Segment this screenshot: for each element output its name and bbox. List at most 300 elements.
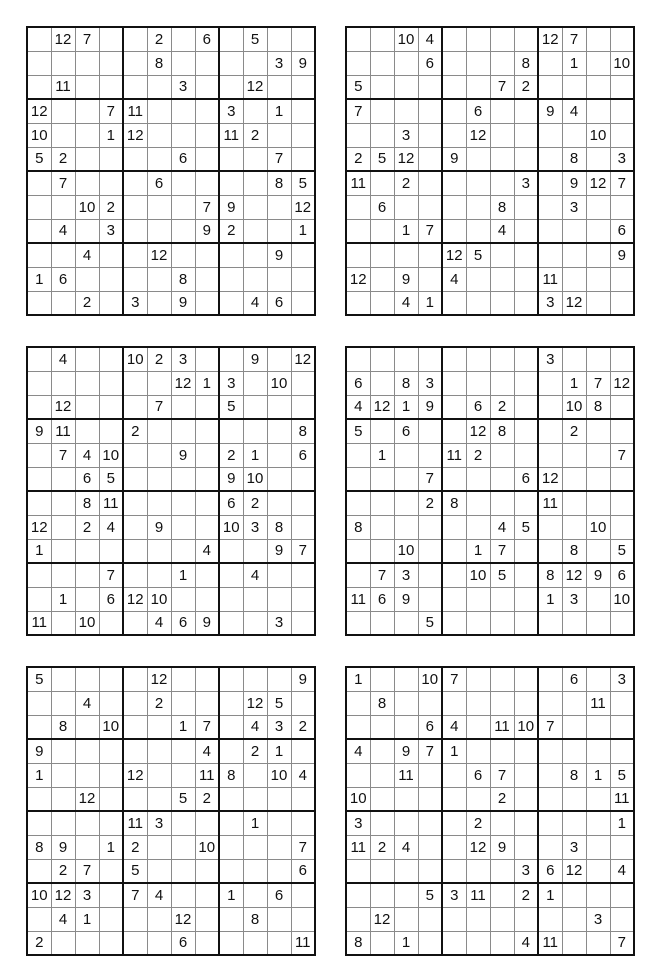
grid-cell[interactable] bbox=[418, 763, 442, 787]
grid-cell[interactable]: 6 bbox=[219, 491, 243, 515]
grid-cell[interactable] bbox=[291, 787, 315, 811]
grid-cell[interactable]: 3 bbox=[123, 291, 147, 315]
grid-cell[interactable] bbox=[99, 347, 123, 371]
grid-cell[interactable] bbox=[370, 347, 394, 371]
grid-cell[interactable] bbox=[610, 75, 634, 99]
grid-cell[interactable]: 12 bbox=[370, 395, 394, 419]
grid-cell[interactable] bbox=[75, 371, 99, 395]
grid-cell[interactable] bbox=[586, 811, 610, 835]
grid-cell[interactable] bbox=[219, 75, 243, 99]
grid-cell[interactable] bbox=[394, 811, 418, 835]
grid-cell[interactable] bbox=[219, 243, 243, 267]
grid-cell[interactable]: 2 bbox=[514, 883, 538, 907]
grid-cell[interactable]: 3 bbox=[418, 371, 442, 395]
grid-cell[interactable] bbox=[514, 219, 538, 243]
grid-cell[interactable]: 7 bbox=[75, 859, 99, 883]
grid-cell[interactable] bbox=[466, 859, 490, 883]
grid-cell[interactable]: 12 bbox=[147, 667, 171, 691]
grid-cell[interactable] bbox=[514, 739, 538, 763]
grid-cell[interactable]: 4 bbox=[490, 515, 514, 539]
grid-cell[interactable]: 2 bbox=[123, 835, 147, 859]
grid-cell[interactable] bbox=[75, 147, 99, 171]
grid-cell[interactable]: 1 bbox=[99, 123, 123, 147]
grid-cell[interactable] bbox=[99, 787, 123, 811]
grid-cell[interactable] bbox=[123, 27, 147, 51]
grid-cell[interactable]: 12 bbox=[27, 99, 51, 123]
grid-cell[interactable]: 1 bbox=[75, 907, 99, 931]
grid-cell[interactable] bbox=[562, 347, 586, 371]
grid-cell[interactable] bbox=[99, 243, 123, 267]
grid-cell[interactable] bbox=[99, 147, 123, 171]
grid-cell[interactable] bbox=[27, 291, 51, 315]
grid-cell[interactable] bbox=[195, 147, 219, 171]
grid-cell[interactable]: 9 bbox=[147, 515, 171, 539]
grid-cell[interactable] bbox=[610, 835, 634, 859]
grid-cell[interactable] bbox=[490, 27, 514, 51]
grid-cell[interactable] bbox=[514, 347, 538, 371]
grid-cell[interactable] bbox=[466, 195, 490, 219]
grid-cell[interactable]: 10 bbox=[99, 443, 123, 467]
grid-cell[interactable] bbox=[99, 931, 123, 955]
grid-cell[interactable] bbox=[171, 539, 195, 563]
grid-cell[interactable] bbox=[346, 907, 370, 931]
grid-cell[interactable]: 1 bbox=[346, 667, 370, 691]
grid-cell[interactable]: 4 bbox=[442, 267, 466, 291]
grid-cell[interactable]: 2 bbox=[243, 739, 267, 763]
grid-cell[interactable]: 4 bbox=[75, 691, 99, 715]
grid-cell[interactable] bbox=[219, 787, 243, 811]
grid-cell[interactable] bbox=[147, 539, 171, 563]
grid-cell[interactable] bbox=[538, 515, 562, 539]
grid-cell[interactable]: 5 bbox=[243, 27, 267, 51]
grid-cell[interactable] bbox=[123, 515, 147, 539]
grid-cell[interactable] bbox=[514, 491, 538, 515]
grid-cell[interactable] bbox=[442, 691, 466, 715]
grid-cell[interactable] bbox=[99, 419, 123, 443]
grid-cell[interactable] bbox=[123, 611, 147, 635]
grid-cell[interactable] bbox=[346, 611, 370, 635]
grid-cell[interactable] bbox=[219, 931, 243, 955]
grid-cell[interactable] bbox=[442, 347, 466, 371]
grid-cell[interactable] bbox=[538, 51, 562, 75]
grid-cell[interactable]: 11 bbox=[27, 611, 51, 635]
grid-cell[interactable]: 7 bbox=[267, 147, 291, 171]
grid-cell[interactable]: 10 bbox=[123, 347, 147, 371]
grid-cell[interactable] bbox=[370, 243, 394, 267]
grid-cell[interactable] bbox=[51, 291, 75, 315]
grid-cell[interactable] bbox=[466, 611, 490, 635]
grid-cell[interactable] bbox=[490, 123, 514, 147]
grid-cell[interactable] bbox=[562, 243, 586, 267]
grid-cell[interactable] bbox=[147, 123, 171, 147]
grid-cell[interactable]: 8 bbox=[27, 835, 51, 859]
grid-cell[interactable] bbox=[243, 835, 267, 859]
grid-cell[interactable] bbox=[562, 123, 586, 147]
grid-cell[interactable]: 1 bbox=[538, 587, 562, 611]
grid-cell[interactable] bbox=[394, 907, 418, 931]
grid-cell[interactable] bbox=[171, 195, 195, 219]
grid-cell[interactable]: 4 bbox=[243, 291, 267, 315]
grid-cell[interactable] bbox=[538, 691, 562, 715]
grid-cell[interactable] bbox=[490, 907, 514, 931]
grid-cell[interactable]: 2 bbox=[466, 811, 490, 835]
grid-cell[interactable]: 6 bbox=[610, 563, 634, 587]
grid-cell[interactable] bbox=[171, 883, 195, 907]
grid-cell[interactable] bbox=[490, 467, 514, 491]
grid-cell[interactable] bbox=[123, 171, 147, 195]
grid-cell[interactable] bbox=[99, 51, 123, 75]
grid-cell[interactable] bbox=[514, 99, 538, 123]
grid-cell[interactable] bbox=[195, 467, 219, 491]
grid-cell[interactable] bbox=[147, 291, 171, 315]
grid-cell[interactable] bbox=[586, 195, 610, 219]
grid-cell[interactable] bbox=[538, 739, 562, 763]
grid-cell[interactable]: 9 bbox=[586, 563, 610, 587]
grid-cell[interactable] bbox=[418, 907, 442, 931]
grid-cell[interactable]: 5 bbox=[171, 787, 195, 811]
grid-cell[interactable] bbox=[75, 835, 99, 859]
grid-cell[interactable] bbox=[442, 587, 466, 611]
grid-cell[interactable] bbox=[27, 195, 51, 219]
grid-cell[interactable] bbox=[586, 611, 610, 635]
grid-cell[interactable]: 10 bbox=[586, 123, 610, 147]
grid-cell[interactable] bbox=[75, 171, 99, 195]
grid-cell[interactable] bbox=[562, 739, 586, 763]
grid-cell[interactable]: 2 bbox=[562, 419, 586, 443]
grid-cell[interactable]: 6 bbox=[75, 467, 99, 491]
grid-cell[interactable] bbox=[418, 787, 442, 811]
grid-cell[interactable] bbox=[51, 123, 75, 147]
grid-cell[interactable] bbox=[490, 147, 514, 171]
grid-cell[interactable]: 8 bbox=[562, 539, 586, 563]
grid-cell[interactable] bbox=[99, 371, 123, 395]
grid-cell[interactable] bbox=[418, 539, 442, 563]
grid-cell[interactable] bbox=[562, 75, 586, 99]
grid-cell[interactable] bbox=[291, 147, 315, 171]
grid-cell[interactable] bbox=[514, 691, 538, 715]
grid-cell[interactable] bbox=[75, 563, 99, 587]
grid-cell[interactable] bbox=[27, 27, 51, 51]
grid-cell[interactable] bbox=[442, 27, 466, 51]
grid-cell[interactable]: 4 bbox=[195, 739, 219, 763]
grid-cell[interactable] bbox=[219, 587, 243, 611]
grid-cell[interactable]: 10 bbox=[99, 715, 123, 739]
grid-cell[interactable]: 6 bbox=[394, 419, 418, 443]
grid-cell[interactable]: 9 bbox=[219, 195, 243, 219]
grid-cell[interactable] bbox=[466, 739, 490, 763]
grid-cell[interactable]: 3 bbox=[267, 611, 291, 635]
grid-cell[interactable] bbox=[538, 171, 562, 195]
grid-cell[interactable] bbox=[171, 691, 195, 715]
grid-cell[interactable] bbox=[514, 811, 538, 835]
grid-cell[interactable] bbox=[370, 859, 394, 883]
grid-cell[interactable]: 10 bbox=[267, 371, 291, 395]
grid-cell[interactable] bbox=[291, 739, 315, 763]
grid-cell[interactable]: 9 bbox=[394, 267, 418, 291]
grid-cell[interactable] bbox=[562, 931, 586, 955]
grid-cell[interactable] bbox=[147, 763, 171, 787]
grid-cell[interactable]: 2 bbox=[490, 787, 514, 811]
grid-cell[interactable] bbox=[394, 883, 418, 907]
grid-cell[interactable] bbox=[466, 371, 490, 395]
grid-cell[interactable] bbox=[147, 443, 171, 467]
grid-cell[interactable] bbox=[123, 195, 147, 219]
grid-cell[interactable]: 8 bbox=[370, 691, 394, 715]
grid-cell[interactable] bbox=[51, 931, 75, 955]
grid-cell[interactable] bbox=[610, 691, 634, 715]
grid-cell[interactable] bbox=[243, 667, 267, 691]
grid-cell[interactable]: 11 bbox=[538, 267, 562, 291]
grid-cell[interactable] bbox=[267, 563, 291, 587]
grid-cell[interactable] bbox=[370, 515, 394, 539]
grid-cell[interactable]: 12 bbox=[346, 267, 370, 291]
grid-cell[interactable]: 3 bbox=[219, 371, 243, 395]
grid-cell[interactable] bbox=[267, 395, 291, 419]
grid-cell[interactable]: 2 bbox=[219, 219, 243, 243]
grid-cell[interactable] bbox=[586, 243, 610, 267]
grid-cell[interactable] bbox=[51, 539, 75, 563]
grid-cell[interactable]: 7 bbox=[610, 931, 634, 955]
grid-cell[interactable] bbox=[75, 539, 99, 563]
grid-cell[interactable] bbox=[291, 811, 315, 835]
grid-cell[interactable]: 12 bbox=[562, 291, 586, 315]
grid-cell[interactable] bbox=[195, 907, 219, 931]
grid-cell[interactable]: 2 bbox=[147, 27, 171, 51]
grid-cell[interactable] bbox=[562, 515, 586, 539]
grid-cell[interactable] bbox=[490, 883, 514, 907]
grid-cell[interactable]: 1 bbox=[562, 51, 586, 75]
grid-cell[interactable]: 7 bbox=[562, 27, 586, 51]
grid-cell[interactable] bbox=[267, 419, 291, 443]
grid-cell[interactable] bbox=[291, 395, 315, 419]
grid-cell[interactable] bbox=[586, 883, 610, 907]
grid-cell[interactable] bbox=[586, 267, 610, 291]
grid-cell[interactable] bbox=[586, 51, 610, 75]
grid-cell[interactable] bbox=[195, 691, 219, 715]
grid-cell[interactable]: 5 bbox=[27, 147, 51, 171]
grid-cell[interactable] bbox=[147, 787, 171, 811]
grid-cell[interactable]: 11 bbox=[442, 443, 466, 467]
grid-cell[interactable] bbox=[267, 811, 291, 835]
grid-cell[interactable] bbox=[394, 611, 418, 635]
grid-cell[interactable] bbox=[418, 931, 442, 955]
grid-cell[interactable]: 9 bbox=[171, 291, 195, 315]
grid-cell[interactable]: 4 bbox=[75, 443, 99, 467]
grid-cell[interactable]: 4 bbox=[394, 835, 418, 859]
grid-cell[interactable] bbox=[219, 147, 243, 171]
grid-cell[interactable] bbox=[27, 51, 51, 75]
grid-cell[interactable] bbox=[466, 907, 490, 931]
grid-cell[interactable] bbox=[514, 611, 538, 635]
grid-cell[interactable] bbox=[586, 147, 610, 171]
grid-cell[interactable]: 3 bbox=[267, 51, 291, 75]
grid-cell[interactable] bbox=[219, 267, 243, 291]
grid-cell[interactable] bbox=[243, 587, 267, 611]
grid-cell[interactable]: 10 bbox=[394, 539, 418, 563]
grid-cell[interactable] bbox=[514, 123, 538, 147]
grid-cell[interactable] bbox=[466, 931, 490, 955]
grid-cell[interactable] bbox=[562, 443, 586, 467]
grid-cell[interactable]: 7 bbox=[99, 99, 123, 123]
grid-cell[interactable] bbox=[346, 763, 370, 787]
grid-cell[interactable]: 6 bbox=[195, 27, 219, 51]
grid-cell[interactable]: 4 bbox=[51, 219, 75, 243]
grid-cell[interactable] bbox=[514, 787, 538, 811]
grid-cell[interactable] bbox=[418, 859, 442, 883]
grid-cell[interactable] bbox=[562, 907, 586, 931]
grid-cell[interactable] bbox=[442, 123, 466, 147]
grid-cell[interactable] bbox=[346, 291, 370, 315]
grid-cell[interactable] bbox=[466, 787, 490, 811]
grid-cell[interactable] bbox=[219, 715, 243, 739]
grid-cell[interactable] bbox=[195, 347, 219, 371]
grid-cell[interactable]: 3 bbox=[514, 859, 538, 883]
grid-cell[interactable] bbox=[123, 787, 147, 811]
grid-cell[interactable] bbox=[370, 715, 394, 739]
grid-cell[interactable] bbox=[610, 347, 634, 371]
grid-cell[interactable]: 11 bbox=[538, 931, 562, 955]
grid-cell[interactable] bbox=[610, 99, 634, 123]
grid-cell[interactable]: 9 bbox=[562, 171, 586, 195]
grid-cell[interactable]: 12 bbox=[243, 75, 267, 99]
grid-cell[interactable] bbox=[195, 515, 219, 539]
grid-cell[interactable]: 12 bbox=[123, 123, 147, 147]
grid-cell[interactable] bbox=[562, 491, 586, 515]
grid-cell[interactable] bbox=[370, 539, 394, 563]
grid-cell[interactable]: 12 bbox=[442, 243, 466, 267]
grid-cell[interactable] bbox=[586, 787, 610, 811]
grid-cell[interactable]: 2 bbox=[394, 171, 418, 195]
grid-cell[interactable] bbox=[243, 171, 267, 195]
grid-cell[interactable] bbox=[442, 419, 466, 443]
grid-cell[interactable] bbox=[370, 763, 394, 787]
grid-cell[interactable]: 3 bbox=[171, 75, 195, 99]
grid-cell[interactable]: 9 bbox=[490, 835, 514, 859]
grid-cell[interactable]: 1 bbox=[442, 739, 466, 763]
grid-cell[interactable]: 2 bbox=[27, 931, 51, 955]
grid-cell[interactable] bbox=[586, 291, 610, 315]
grid-cell[interactable]: 8 bbox=[267, 515, 291, 539]
grid-cell[interactable] bbox=[418, 419, 442, 443]
grid-cell[interactable] bbox=[243, 859, 267, 883]
grid-cell[interactable]: 2 bbox=[490, 395, 514, 419]
grid-cell[interactable] bbox=[27, 811, 51, 835]
grid-cell[interactable]: 9 bbox=[538, 99, 562, 123]
grid-cell[interactable] bbox=[219, 563, 243, 587]
grid-cell[interactable] bbox=[562, 811, 586, 835]
grid-cell[interactable]: 8 bbox=[346, 515, 370, 539]
grid-cell[interactable]: 4 bbox=[418, 27, 442, 51]
grid-cell[interactable] bbox=[442, 291, 466, 315]
grid-cell[interactable] bbox=[123, 243, 147, 267]
grid-cell[interactable] bbox=[562, 219, 586, 243]
grid-cell[interactable]: 2 bbox=[243, 491, 267, 515]
grid-cell[interactable]: 10 bbox=[195, 835, 219, 859]
grid-cell[interactable]: 2 bbox=[147, 691, 171, 715]
grid-cell[interactable] bbox=[99, 763, 123, 787]
grid-cell[interactable] bbox=[27, 491, 51, 515]
grid-cell[interactable]: 7 bbox=[418, 219, 442, 243]
grid-cell[interactable] bbox=[219, 691, 243, 715]
grid-cell[interactable]: 1 bbox=[99, 835, 123, 859]
grid-cell[interactable] bbox=[27, 243, 51, 267]
grid-cell[interactable] bbox=[610, 907, 634, 931]
grid-cell[interactable] bbox=[267, 123, 291, 147]
grid-cell[interactable] bbox=[610, 491, 634, 515]
grid-cell[interactable] bbox=[514, 371, 538, 395]
grid-cell[interactable]: 9 bbox=[291, 51, 315, 75]
grid-cell[interactable] bbox=[394, 667, 418, 691]
grid-cell[interactable] bbox=[195, 75, 219, 99]
grid-cell[interactable] bbox=[27, 467, 51, 491]
grid-cell[interactable] bbox=[123, 395, 147, 419]
grid-cell[interactable]: 4 bbox=[243, 715, 267, 739]
grid-cell[interactable]: 3 bbox=[562, 835, 586, 859]
grid-cell[interactable] bbox=[418, 267, 442, 291]
grid-cell[interactable] bbox=[418, 75, 442, 99]
grid-cell[interactable] bbox=[27, 907, 51, 931]
grid-cell[interactable] bbox=[418, 123, 442, 147]
grid-cell[interactable] bbox=[51, 371, 75, 395]
grid-cell[interactable] bbox=[219, 27, 243, 51]
grid-cell[interactable] bbox=[346, 123, 370, 147]
grid-cell[interactable] bbox=[267, 491, 291, 515]
grid-cell[interactable] bbox=[466, 715, 490, 739]
grid-cell[interactable] bbox=[267, 931, 291, 955]
grid-cell[interactable] bbox=[490, 811, 514, 835]
grid-cell[interactable] bbox=[123, 667, 147, 691]
grid-cell[interactable] bbox=[466, 291, 490, 315]
grid-cell[interactable]: 3 bbox=[610, 147, 634, 171]
grid-cell[interactable]: 12 bbox=[562, 563, 586, 587]
grid-cell[interactable]: 1 bbox=[394, 395, 418, 419]
grid-cell[interactable] bbox=[171, 243, 195, 267]
grid-cell[interactable] bbox=[51, 787, 75, 811]
grid-cell[interactable] bbox=[490, 243, 514, 267]
grid-cell[interactable] bbox=[370, 371, 394, 395]
grid-cell[interactable]: 12 bbox=[123, 763, 147, 787]
grid-cell[interactable] bbox=[27, 75, 51, 99]
grid-cell[interactable] bbox=[370, 787, 394, 811]
grid-cell[interactable] bbox=[346, 27, 370, 51]
grid-cell[interactable]: 11 bbox=[394, 763, 418, 787]
grid-cell[interactable] bbox=[490, 611, 514, 635]
grid-cell[interactable] bbox=[514, 563, 538, 587]
grid-cell[interactable] bbox=[219, 171, 243, 195]
grid-cell[interactable] bbox=[75, 347, 99, 371]
grid-cell[interactable]: 6 bbox=[171, 611, 195, 635]
grid-cell[interactable]: 7 bbox=[291, 539, 315, 563]
grid-cell[interactable] bbox=[243, 539, 267, 563]
grid-cell[interactable] bbox=[370, 99, 394, 123]
grid-cell[interactable]: 1 bbox=[219, 883, 243, 907]
grid-cell[interactable]: 11 bbox=[538, 491, 562, 515]
grid-cell[interactable] bbox=[610, 267, 634, 291]
grid-cell[interactable]: 11 bbox=[51, 419, 75, 443]
grid-cell[interactable] bbox=[538, 611, 562, 635]
grid-cell[interactable] bbox=[370, 267, 394, 291]
grid-cell[interactable] bbox=[538, 443, 562, 467]
grid-cell[interactable] bbox=[195, 883, 219, 907]
grid-cell[interactable] bbox=[346, 491, 370, 515]
grid-cell[interactable]: 12 bbox=[370, 907, 394, 931]
grid-cell[interactable]: 12 bbox=[394, 147, 418, 171]
grid-cell[interactable] bbox=[514, 395, 538, 419]
grid-cell[interactable] bbox=[514, 419, 538, 443]
grid-cell[interactable] bbox=[99, 267, 123, 291]
grid-cell[interactable] bbox=[51, 243, 75, 267]
grid-cell[interactable]: 10 bbox=[466, 563, 490, 587]
